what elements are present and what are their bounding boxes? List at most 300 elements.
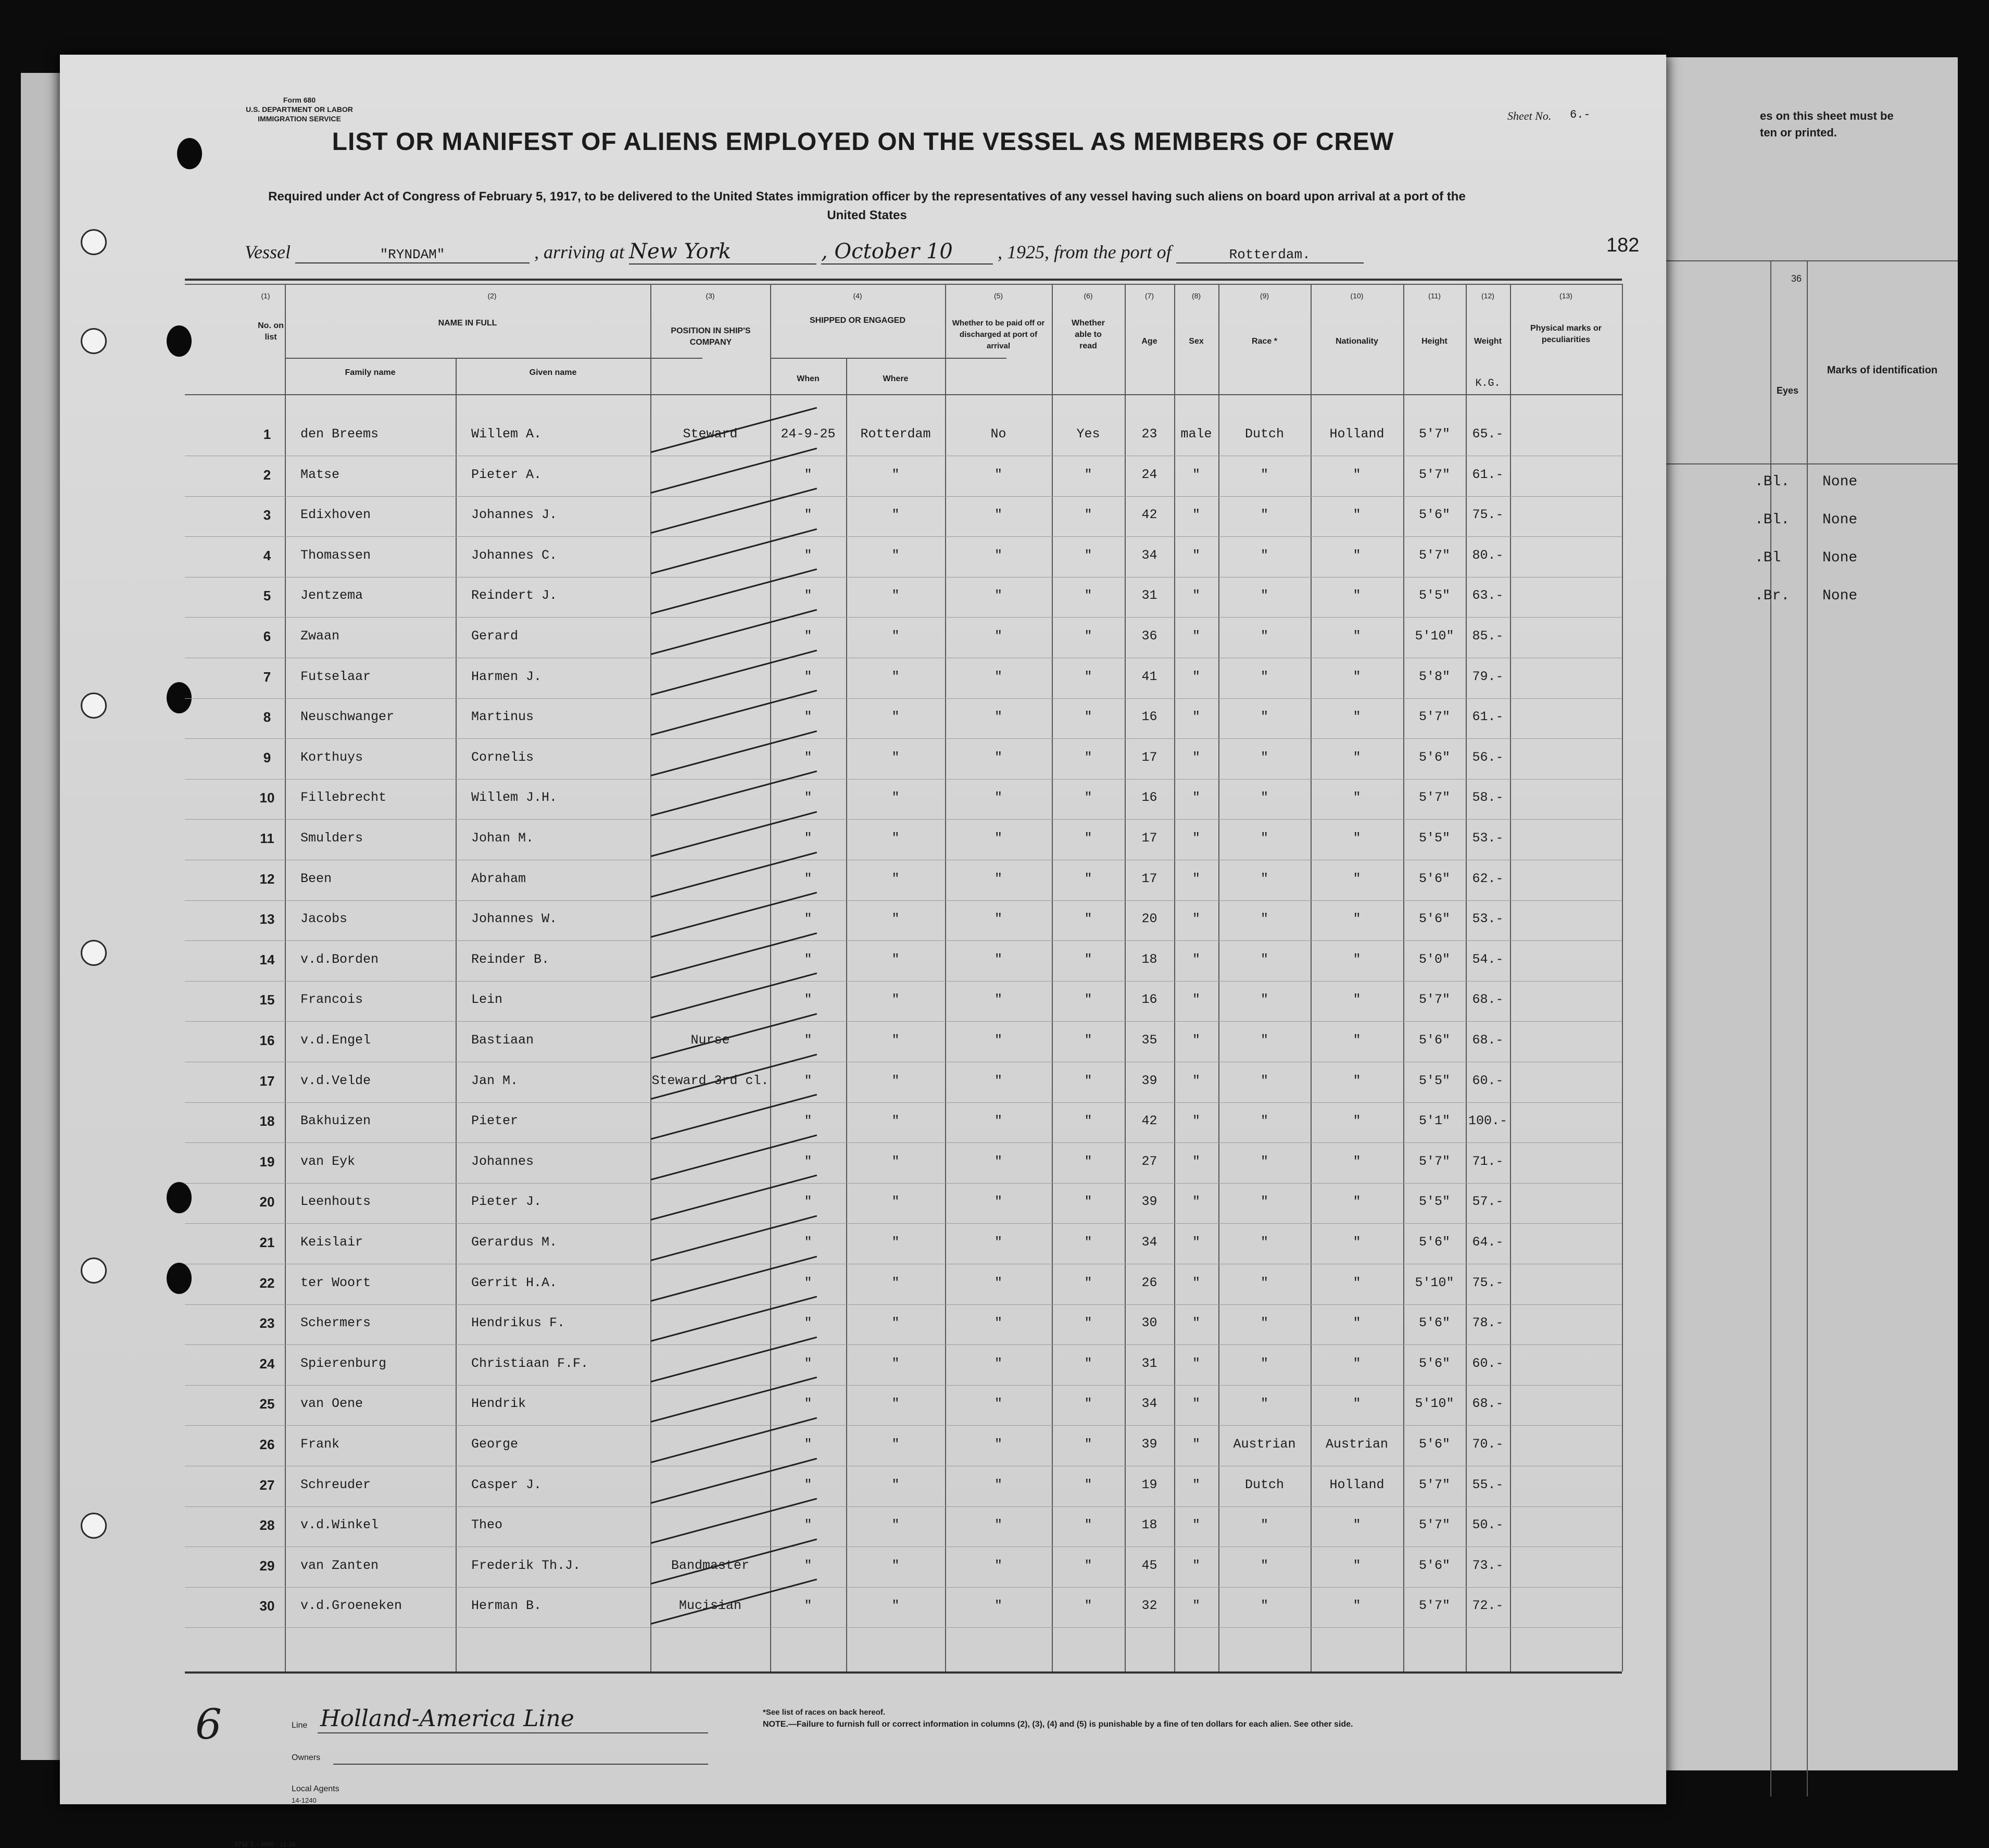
cell-race: " (1260, 1396, 1268, 1412)
cell-when: " (804, 951, 812, 967)
cell-where: " (891, 709, 900, 725)
row-number: 7 (263, 669, 271, 685)
cell-sex: " (1192, 1517, 1200, 1533)
cell-family: Korthuys (300, 749, 363, 765)
races-note: *See list of races on back hereof. (763, 1708, 886, 1717)
cell-age: 24 (1141, 467, 1157, 482)
cell-when: " (804, 1194, 812, 1210)
cell-height: 5'10" (1415, 628, 1454, 644)
cell-weight: 78.- (1472, 1315, 1504, 1331)
table-row (60, 581, 1666, 620)
cell-nationality: Holland (1329, 1477, 1384, 1492)
table-row (60, 540, 1666, 580)
table-row (60, 1591, 1666, 1630)
cell-when: " (804, 1477, 812, 1492)
cell-nationality: " (1353, 669, 1361, 684)
cell-where: " (891, 1153, 900, 1169)
cell-nationality: Austrian (1325, 1437, 1389, 1452)
cell-height: 5'7" (1418, 1598, 1450, 1614)
cell-sex: " (1192, 1235, 1200, 1250)
line-label: Line (292, 1721, 308, 1730)
row-number: 13 (259, 911, 275, 927)
col-where: Where (883, 374, 909, 383)
cell-age: 31 (1141, 1355, 1157, 1371)
cell-when: " (804, 547, 812, 563)
cell-weight: 54.- (1472, 951, 1504, 967)
row-number: 18 (259, 1113, 275, 1129)
cell-race: " (1260, 507, 1268, 523)
cell-height: 5'6" (1418, 911, 1450, 927)
cell-when: " (804, 467, 812, 482)
col-age: Age (1141, 337, 1157, 346)
cell-paid: " (994, 547, 1002, 563)
cell-sex: " (1192, 911, 1200, 927)
cell-family: Jentzema (300, 588, 363, 604)
cell-age: 23 (1141, 426, 1157, 442)
cell-race: Austrian (1233, 1437, 1296, 1452)
cell-height: 5'7" (1418, 992, 1450, 1008)
cell-given: Bastiaan (471, 1033, 534, 1048)
cell-age: 34 (1141, 1396, 1157, 1412)
table-row (60, 1106, 1666, 1146)
table-row (60, 1308, 1666, 1348)
cell-race: " (1260, 1598, 1268, 1614)
cell-height: 5'6" (1418, 1557, 1450, 1573)
cell-nationality: " (1353, 1235, 1361, 1250)
weight-unit: K.G. (1475, 378, 1501, 389)
arrival-year: , 1925, (998, 242, 1049, 262)
col-position: POSITION IN SHIP'S COMPANY (671, 326, 751, 347)
cell-sex: " (1192, 1557, 1200, 1573)
cell-where: " (891, 911, 900, 927)
cell-when: " (804, 992, 812, 1008)
cell-race: " (1260, 1315, 1268, 1331)
col2-number: (2) (487, 292, 497, 300)
cell-given: Willem A. (471, 426, 542, 442)
cell-height: 5'6" (1418, 507, 1450, 523)
cell-nationality: " (1353, 1557, 1361, 1573)
cell-race: " (1260, 1235, 1268, 1250)
cell-race: " (1260, 547, 1268, 563)
cell-height: 5'6" (1418, 1437, 1450, 1452)
cell-given: Theo (471, 1517, 503, 1533)
cell-paid: " (994, 709, 1002, 725)
col10-number: (10) (1350, 292, 1364, 300)
cell-race: " (1260, 1113, 1268, 1129)
cell-family: ter Woort (300, 1275, 371, 1290)
cell-paid: " (994, 1235, 1002, 1250)
cell-when: " (804, 1598, 812, 1614)
cell-age: 36 (1141, 628, 1157, 644)
cell-age: 19 (1141, 1477, 1157, 1492)
cell-read: " (1084, 790, 1092, 806)
col7-number: (7) (1144, 292, 1154, 300)
cell-sex: " (1192, 669, 1200, 684)
cell-sex: " (1192, 1275, 1200, 1290)
cell-weight: 75.- (1472, 507, 1504, 523)
adjacent-note-1: es on this sheet must be (1760, 109, 1894, 122)
col-when: When (797, 374, 820, 383)
cell-given: Reindert J. (471, 588, 558, 604)
cell-family: Schermers (300, 1315, 371, 1331)
row-number: 14 (259, 951, 275, 967)
page-subtitle: Required under Act of Congress of February 5, 1917, to be delivered to the United States immigration officer by the representatives of any vessel having such aliens on board upon arrival at a port of the United States (268, 190, 1466, 222)
cell-given: Gerrit H.A. (471, 1275, 558, 1290)
cell-when: " (804, 669, 812, 684)
col-height: Height (1421, 337, 1447, 346)
cell-sex: " (1192, 1437, 1200, 1452)
cell-family: van Eyk (300, 1153, 356, 1169)
cell-weight: 79.- (1472, 669, 1504, 684)
cell-height: 5'0" (1418, 951, 1450, 967)
cell-nationality: " (1353, 871, 1361, 886)
cell-weight: 61.- (1472, 709, 1504, 725)
cell-paid: " (994, 628, 1002, 644)
cell-height: 5'1" (1418, 1113, 1450, 1129)
adjacent-sheet (1666, 57, 1958, 1770)
owners-label: Owners (292, 1753, 321, 1762)
cell-paid: " (994, 951, 1002, 967)
cell-given: Hendrik (471, 1396, 526, 1412)
cell-sex: " (1192, 1073, 1200, 1088)
binder-hole (167, 325, 192, 357)
cell-nationality: " (1353, 1275, 1361, 1290)
cell-family: Neuschwanger (300, 709, 395, 725)
cell-where: " (891, 1194, 900, 1210)
sheet-number-label: Sheet No. (1507, 109, 1552, 122)
row-number: 30 (259, 1598, 275, 1614)
cell-where: " (891, 547, 900, 563)
cell-age: 45 (1141, 1557, 1157, 1573)
ship-number: 182 (1606, 234, 1640, 256)
cell-sex: " (1192, 1113, 1200, 1129)
col-able-to-read: Whether able to read (1072, 319, 1105, 350)
cell-paid: " (994, 1355, 1002, 1371)
cell-family: v.d.Groeneken (300, 1598, 402, 1614)
cell-where: " (891, 1315, 900, 1331)
cell-given: Christiaan F.F. (471, 1355, 589, 1371)
cell-when: " (804, 1355, 812, 1371)
table-row (60, 1429, 1666, 1469)
cell-when: " (804, 871, 812, 886)
cell-paid: No (990, 426, 1006, 442)
cell-when: " (804, 628, 812, 644)
cell-weight: 72.- (1472, 1598, 1504, 1614)
cell-sex: " (1192, 467, 1200, 482)
cell-when: " (804, 1113, 812, 1129)
cell-family: Jacobs (300, 911, 348, 927)
col-weight: Weight (1474, 337, 1502, 346)
cell-given: Cornelis (471, 749, 534, 765)
cell-given: Hendrikus F. (471, 1315, 565, 1331)
page-title: LIST OR MANIFEST OF ALIENS EMPLOYED ON THE VESSEL AS MEMBERS OF CREW (332, 128, 1394, 156)
table-row (60, 1025, 1666, 1065)
cell-race: " (1260, 669, 1268, 684)
cell-sex: " (1192, 871, 1200, 886)
table-row (60, 743, 1666, 782)
cell-weight: 60.- (1472, 1073, 1504, 1088)
cell-race: " (1260, 1033, 1268, 1048)
cell-where: " (891, 1477, 900, 1492)
cell-read: " (1084, 1477, 1092, 1492)
row-number: 15 (259, 992, 275, 1008)
row-number: 12 (259, 871, 275, 887)
cell-paid: " (994, 1557, 1002, 1573)
cell-paid: " (994, 1437, 1002, 1452)
cell-race: " (1260, 709, 1268, 725)
cell-weight: 68.- (1472, 992, 1504, 1008)
table-row (60, 460, 1666, 499)
cell-height: 5'6" (1418, 1235, 1450, 1250)
cell-where: " (891, 628, 900, 644)
cell-age: 27 (1141, 1153, 1157, 1169)
cell-weight: 60.- (1472, 1355, 1504, 1371)
cell-weight: 62.- (1472, 871, 1504, 886)
cell-paid: " (994, 1073, 1002, 1088)
adjacent-marks-value: None (1822, 512, 1858, 528)
cell-race: " (1260, 588, 1268, 604)
cell-sex: " (1192, 790, 1200, 806)
cell-sex: " (1192, 1598, 1200, 1614)
row-number: 26 (259, 1437, 275, 1452)
cell-height: 5'7" (1418, 1153, 1450, 1169)
cell-height: 5'6" (1418, 871, 1450, 886)
cell-height: 5'5" (1418, 588, 1450, 604)
table-row (60, 662, 1666, 701)
cell-height: 5'7" (1418, 1517, 1450, 1533)
cell-age: 17 (1141, 831, 1157, 846)
cell-race: " (1260, 1153, 1268, 1169)
col12-number: (12) (1481, 292, 1494, 300)
col-family-name: Family name (345, 368, 396, 377)
cell-family: Leenhouts (300, 1194, 371, 1210)
cell-sex: " (1192, 628, 1200, 644)
cell-given: Casper J. (471, 1477, 542, 1492)
cell-paid: " (994, 1396, 1002, 1412)
cell-race: " (1260, 911, 1268, 927)
cell-age: 41 (1141, 669, 1157, 684)
cell-when: " (804, 911, 812, 927)
cell-nationality: " (1353, 1033, 1361, 1048)
row-number: 19 (259, 1153, 275, 1170)
vessel-line (245, 240, 1364, 265)
cell-read: " (1084, 1355, 1092, 1371)
cell-age: 16 (1141, 709, 1157, 725)
cell-age: 20 (1141, 911, 1157, 927)
cell-read: " (1084, 1153, 1092, 1169)
table-row (60, 1389, 1666, 1428)
line-value: Holland-America Line (320, 1705, 574, 1732)
cell-given: Martinus (471, 709, 534, 725)
cell-when: " (804, 1517, 812, 1533)
cell-read: " (1084, 1033, 1092, 1048)
cell-nationality: " (1353, 951, 1361, 967)
row-number: 21 (259, 1235, 275, 1250)
cell-family: van Zanten (300, 1557, 379, 1573)
cell-paid: " (994, 588, 1002, 604)
cell-race: " (1260, 992, 1268, 1008)
cell-nationality: " (1353, 1355, 1361, 1371)
cell-read: " (1084, 871, 1092, 886)
cell-given: Johannes C. (471, 547, 558, 563)
table-row (60, 1066, 1666, 1105)
cell-read: " (1084, 831, 1092, 846)
table-row (60, 621, 1666, 661)
cell-race: " (1260, 951, 1268, 967)
cell-when: " (804, 749, 812, 765)
cell-given: Reinder B. (471, 951, 550, 967)
cell-when: " (804, 507, 812, 523)
cell-age: 31 (1141, 588, 1157, 604)
cell-paid: " (994, 507, 1002, 523)
cell-height: 5'6" (1418, 1033, 1450, 1048)
table-row (60, 1268, 1666, 1308)
cell-weight: 57.- (1472, 1194, 1504, 1210)
cell-weight: 68.- (1472, 1396, 1504, 1412)
adjacent-col-number: 36 (1791, 273, 1802, 284)
cell-family: v.d.Velde (300, 1073, 371, 1088)
table-row (60, 1470, 1666, 1510)
row-number: 24 (259, 1355, 275, 1372)
cell-where: " (891, 1113, 900, 1129)
table-row (60, 1227, 1666, 1267)
cell-height: 5'7" (1418, 547, 1450, 563)
cell-position: Mucisian (678, 1598, 742, 1614)
row-number: 3 (263, 507, 271, 523)
form-number: Form 680 (283, 96, 316, 104)
cell-age: 18 (1141, 951, 1157, 967)
cell-sex: male (1180, 426, 1212, 442)
service-name: IMMIGRATION SERVICE (258, 115, 341, 123)
table-row (60, 864, 1666, 903)
cell-sex: " (1192, 507, 1200, 523)
row-number: 8 (263, 709, 271, 725)
cell-paid: " (994, 1153, 1002, 1169)
cell-given: Jan M. (471, 1073, 519, 1088)
cell-weight: 55.- (1472, 1477, 1504, 1492)
cell-paid: " (994, 1315, 1002, 1331)
row-number: 28 (259, 1517, 275, 1533)
cell-height: 5'6" (1418, 749, 1450, 765)
row-number: 16 (259, 1033, 275, 1048)
cell-family: Thomassen (300, 547, 371, 563)
cell-read: " (1084, 1396, 1092, 1412)
cell-when: " (804, 790, 812, 806)
cell-family: v.d.Borden (300, 951, 379, 967)
cell-race: " (1260, 1355, 1268, 1371)
cell-weight: 53.- (1472, 831, 1504, 846)
row-number: 25 (259, 1396, 275, 1412)
cell-position: Nurse (690, 1033, 730, 1048)
cell-read: " (1084, 1275, 1092, 1290)
table-row (60, 783, 1666, 822)
cell-when: " (804, 1315, 812, 1331)
cell-nationality: " (1353, 1153, 1361, 1169)
cell-where: " (891, 507, 900, 523)
cell-paid: " (994, 749, 1002, 765)
vessel-label: Vessel (245, 242, 291, 262)
failure-note: NOTE.—Failure to furnish full or correct information in columns (2), (3), (4) and (5) is punishable by a fine of ten dollars for each alien. See other side. (763, 1720, 1353, 1729)
row-number: 2 (263, 467, 271, 483)
cell-nationality: " (1353, 709, 1361, 725)
manifest-sheet (60, 55, 1666, 1848)
cell-nationality: Holland (1329, 426, 1384, 442)
adjacent-marks-value: None (1822, 474, 1858, 490)
cell-nationality: " (1353, 790, 1361, 806)
table-row (60, 1510, 1666, 1550)
cell-read: " (1084, 1235, 1092, 1250)
cell-nationality: " (1353, 992, 1361, 1008)
cell-when: " (804, 831, 812, 846)
cell-where: " (891, 749, 900, 765)
cell-family: Zwaan (300, 628, 340, 644)
cell-where: " (891, 790, 900, 806)
row-number: 1 (263, 426, 271, 442)
cell-weight: 61.- (1472, 467, 1504, 482)
cell-height: 5'5" (1418, 1194, 1450, 1210)
col-given-name: Given name (529, 368, 577, 377)
cell-when: " (804, 1275, 812, 1290)
cell-given: Johannes J. (471, 507, 558, 523)
table-row (60, 1551, 1666, 1590)
table-row (60, 823, 1666, 863)
cell-weight: 53.- (1472, 911, 1504, 927)
cell-given: Johannes (471, 1153, 534, 1169)
cell-sex: " (1192, 951, 1200, 967)
table-row (60, 985, 1666, 1024)
cell-nationality: " (1353, 507, 1361, 523)
cell-age: 35 (1141, 1033, 1157, 1048)
cell-read: " (1084, 1073, 1092, 1088)
cell-age: 16 (1141, 790, 1157, 806)
cell-when: 24-9-25 (781, 426, 836, 442)
cell-where: " (891, 1235, 900, 1250)
cell-age: 39 (1141, 1194, 1157, 1210)
cell-family: Matse (300, 467, 340, 482)
row-number: 11 (260, 831, 274, 846)
cell-nationality: " (1353, 1598, 1361, 1614)
cell-weight: 71.- (1472, 1153, 1504, 1169)
row-number: 29 (259, 1557, 275, 1574)
margin-mark: 6 (195, 1700, 222, 1749)
cell-paid: " (994, 1477, 1002, 1492)
cell-sex: " (1192, 992, 1200, 1008)
cell-when: " (804, 1153, 812, 1169)
cell-height: 5'7" (1418, 426, 1450, 442)
cell-race: Dutch (1244, 426, 1284, 442)
adjacent-eyes-value: .Br. (1755, 588, 1790, 604)
department-name: U.S. DEPARTMENT OR LABOR (246, 105, 353, 114)
col11-number: (11) (1428, 292, 1441, 300)
cell-given: Gerardus M. (471, 1235, 558, 1250)
cell-given: Frederik Th.J. (471, 1557, 581, 1573)
cell-given: Abraham (471, 871, 526, 886)
cell-given: George (471, 1437, 519, 1452)
cell-nationality: " (1353, 911, 1361, 927)
table-row (60, 904, 1666, 944)
cell-sex: " (1192, 1033, 1200, 1048)
cell-paid: " (994, 831, 1002, 846)
cell-where: " (891, 588, 900, 604)
cell-sex: " (1192, 1477, 1200, 1492)
cell-family: Futselaar (300, 669, 371, 684)
col-sex: Sex (1189, 337, 1204, 346)
cell-read: " (1084, 1598, 1092, 1614)
cell-height: 5'7" (1418, 467, 1450, 482)
cell-nationality: " (1353, 1315, 1361, 1331)
cell-when: " (804, 1396, 812, 1412)
cell-position: Bandmaster (671, 1557, 750, 1573)
